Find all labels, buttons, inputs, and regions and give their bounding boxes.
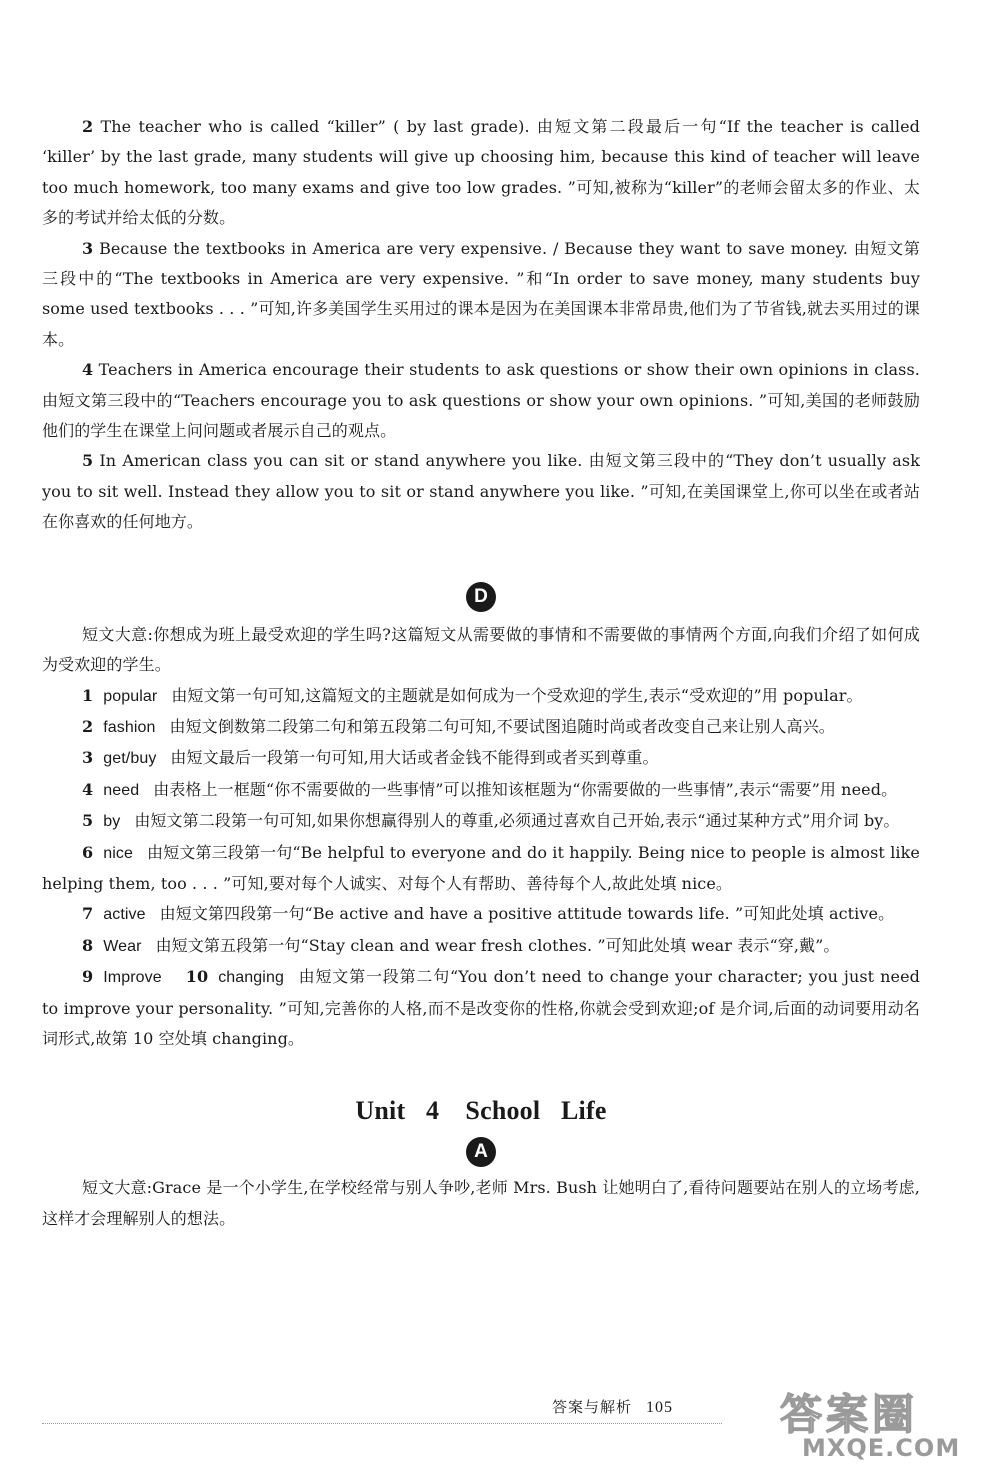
answer-item [42, 806, 920, 837]
item-number: 2 [82, 716, 94, 736]
item-text: The teacher who is called “killer” ( by last grade). 由短文第二段最后一句“If the teacher is called ‘killer’ by the last grade, many students will give up choosing him, because this kind of teacher will leave too much homework, too many exams and give too low grades. ”可知,被称为“killer”的老师会留太多的作业、太多的考试并给太低的分数。 [42, 117, 920, 228]
item-text: 由短文第一句可知,这篇短文的主题就是如何成为一个受欢迎的学生,表示“受欢迎的”用 popular。 [171, 685, 863, 705]
item-text: Teachers in America encourage their students to ask questions or show their own opinions in class. 由短文第三段中的“Teachers encourage you to ask questions or show your own opinions. ”可知,美国的老师鼓励他们的学生在课堂上问问题或者展示自己的观点。 [42, 360, 920, 441]
item-text: 由短文第三段第一句“Be helpful to everyone and do it happily. Being nice to people is almost like helping them, too . . . ”可知,要对每个人诚实、对每个人有帮助、善待每个人,故此处填 nice。 [42, 842, 920, 893]
item-text: 由短文倒数第二段第二句和第五段第二句可知,不要试图追随时尚或者改变自己来让别人高兴。 [169, 716, 835, 736]
answer-item [42, 355, 920, 446]
item-number: 1 [82, 685, 94, 705]
summary: 短文大意:你想成为班上最受欢迎的学生吗?这篇短文从需要做的事情和不需要做的事情两个方面,向我们介绍了如何成为受欢迎的学生。 [42, 624, 920, 675]
item-number: 9 [82, 967, 94, 987]
summary: 短文大意:Grace 是一个小学生,在学校经常与别人争吵,老师 Mrs. Bush 让她明白了,看待问题要站在别人的立场考虑,这样才会理解别人的想法。 [42, 1178, 920, 1228]
footer-divider [42, 1423, 722, 1424]
page-number: 105 [646, 1399, 674, 1416]
watermark-text: 答案圈 [780, 1390, 919, 1439]
unit-title: Unit 4 School Life [355, 1096, 607, 1126]
item-answer: nice [103, 844, 133, 862]
watermark-url: MXQE.COM [802, 1434, 961, 1462]
item-number: 3 [82, 238, 94, 258]
item-number: 4 [82, 360, 94, 380]
item-answer: Wear [103, 937, 142, 955]
item-answer-2: changing [218, 969, 284, 987]
item-number: 7 [82, 904, 94, 924]
item-number: 6 [82, 842, 94, 862]
answer-item [42, 931, 920, 962]
watermark-logo [780, 1382, 1000, 1467]
answer-item [42, 775, 920, 806]
item-answer: need [103, 781, 140, 799]
item-answer: Improve [103, 969, 162, 987]
item-text: 由短文最后一段第一句可知,用大话或者金钱不能得到或者买到尊重。 [170, 748, 659, 768]
section-c-answers [42, 112, 920, 538]
answer-item [42, 962, 920, 1054]
item-number: 5 [82, 811, 94, 831]
section-d-answers [42, 620, 920, 1055]
item-text: In American class you can sit or stand anywhere you like. 由短文第三段中的“They don’t usually ask you to sit well. Instead they allow you to sit or stand anywhere you like. ”可知,在美国课堂上,你可以坐在或者站在你喜欢的任何地方。 [42, 451, 920, 532]
item-number: 5 [82, 451, 94, 471]
item-number: 8 [82, 935, 94, 955]
section-badge-d: D [466, 582, 496, 612]
answer-item [42, 681, 920, 712]
answer-item [42, 234, 920, 356]
item-text: 由短文第二段第一句可知,如果你想赢得别人的尊重,必须通过喜欢自己开始,表示“通过某种方式”用介词 by。 [134, 811, 900, 831]
item-text: 由表格上一框题“你不需要做的一些事情”可以推知该框题为“你需要做的一些事情”,表示“需要”用 need。 [153, 779, 898, 799]
item-answer: popular [103, 687, 158, 705]
item-text: 由短文第五段第一句“Stay clean and wear fresh clothes. ”可知此处填 wear 表示“穿,戴”。 [155, 935, 840, 955]
item-number: 3 [82, 748, 94, 768]
answer-item [42, 112, 920, 234]
section-badge-a: A [466, 1137, 496, 1167]
answer-item [42, 446, 920, 537]
item-answer: fashion [103, 718, 156, 736]
page-footer [552, 1396, 673, 1417]
item-answer: active [103, 906, 146, 924]
item-text: Because the textbooks in America are very expensive. / Because they want to save money. 由短文第三段中的“The textbooks in America are very expensive. ”和“In order to save money, many students buy some used textbooks . . . ”可知,许多美国学生买用过的课本是因为在美国课本非常昂贵,他们为了节省钱,就去买用过的课本。 [42, 238, 921, 349]
item-number-2: 10 [185, 967, 209, 987]
answer-item [42, 712, 920, 743]
answer-item [42, 743, 920, 774]
item-number: 4 [82, 779, 94, 799]
item-number: 2 [82, 117, 94, 136]
footer-label: 答案与解析 [552, 1398, 633, 1416]
item-text: 由短文第四段第一句“Be active and have a positive attitude towards life. ”可知此处填 active。 [159, 904, 895, 924]
item-text: 由短文第一段第二句“You don’t need to change your character; you just need to improve your personality. ”可知,完善你的人格,而不是改变你的性格,你就会受到欢迎;of 是介词,后面的动词要用动名词形式,故第 10 空处填 changing。 [42, 967, 920, 1048]
answer-item [42, 899, 920, 930]
item-answer: by [103, 813, 121, 831]
answer-item [42, 838, 920, 900]
item-answer: get/buy [103, 750, 157, 768]
page-content [42, 112, 920, 1234]
